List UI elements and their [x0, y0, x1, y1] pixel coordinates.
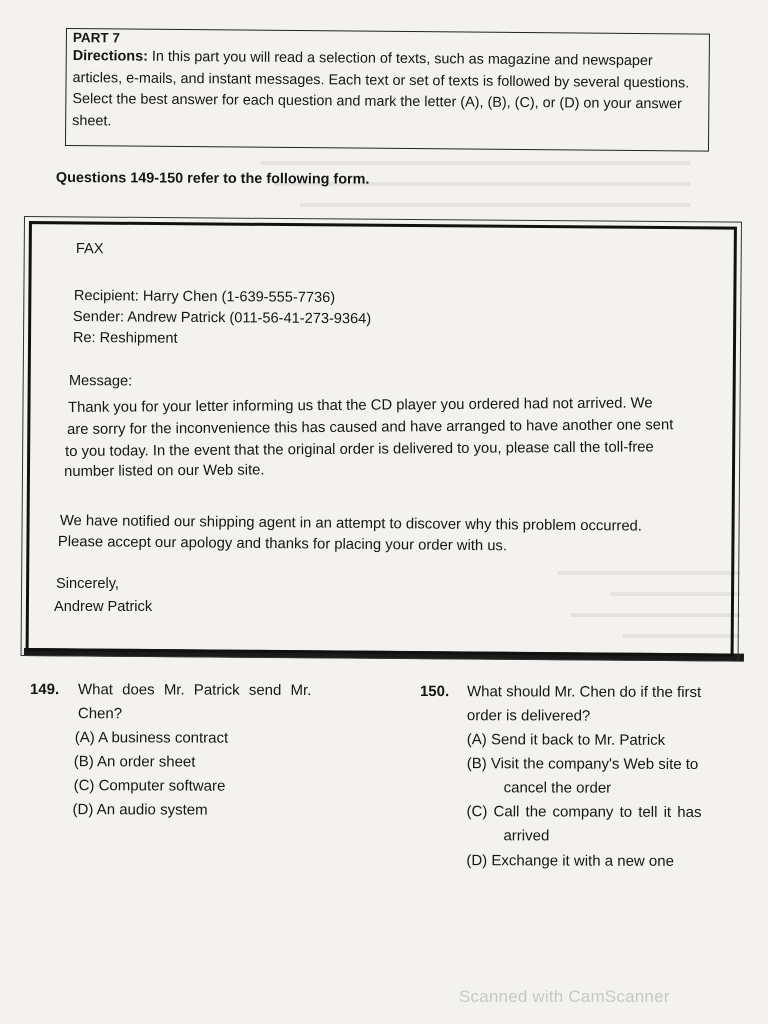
question-149 [29, 678, 380, 839]
questions-reference: Questions 149-150 refer to the following form. [55, 170, 370, 188]
fax-signature: Andrew Patrick [54, 599, 153, 615]
fax-recipient: Recipient: Harry Chen (1-639-555-7736) [73, 287, 336, 307]
question-149-option-d: (D) An audio system [72, 801, 208, 819]
question-149-option-c: (C) Computer software [73, 777, 226, 795]
question-150-option-d: (D) Exchange it with a new one [466, 852, 675, 870]
question-150-number: 150. [419, 683, 450, 701]
fax-closing: Sincerely, [56, 576, 119, 592]
part-7-directions-box [65, 28, 710, 152]
directions-line-1: Directions: In this part you will read a selection of texts, such as magazine and newspaper [72, 48, 653, 70]
directions-line-3: Select the best answer for each question and mark the letter (A), (B), (C), or (D) on your answer [72, 91, 682, 113]
fax-message-line-1: Thank you for your letter informing us that the CD player you ordered had not arrived. We [68, 395, 653, 416]
question-150-option-c-line-2: arrived [503, 827, 550, 845]
question-149-stem-line-2: Chen? [77, 705, 123, 723]
directions-line-4: sheet. [72, 112, 112, 129]
question-150-option-b-line-1: (B) Visit the company's Web site to [466, 755, 699, 773]
question-150 [419, 680, 750, 881]
question-150-stem-line-2: order is delivered? [466, 707, 591, 725]
fax-notice-line-2: Please accept our apology and thanks for placing your order with us. [57, 533, 508, 555]
question-149-number: 149. [29, 681, 60, 699]
bleed-through-text-lower: ▬▬▬▬▬▬▬▬▬▬▬▬▬▬ ▬▬▬▬▬▬▬▬▬▬ ▬▬▬▬▬▬▬▬▬▬▬▬▬ ▬▬▬▬▬▬▬▬▬ [558, 563, 740, 641]
question-150-stem-line-1: What should Mr. Chen do if the first [466, 683, 702, 701]
fax-subject: Re: Reshipment [72, 329, 178, 347]
fax-message-line-3: to you today. In the event that the original order is delivered to you, please call the toll-free [65, 439, 654, 460]
fax-notice-line-1: We have notified our shipping agent in an attempt to discover why this problem occurred. [59, 512, 643, 535]
fax-sender: Sender: Andrew Patrick (011-56-41-273-9364) [72, 308, 372, 328]
question-149-option-b: (B) An order sheet [73, 753, 196, 771]
question-150-option-a: (A) Send it back to Mr. Patrick [466, 731, 666, 749]
question-150-option-c-line-1: (C) Call the company to tell it has [466, 803, 702, 821]
fax-message-line-2: are sorry for the inconvenience this has caused and have arranged to have another one sent [67, 417, 674, 438]
fax-heading: FAX [75, 240, 104, 258]
fax-message-label: Message: [68, 372, 133, 390]
directions-label: Directions: [72, 48, 148, 65]
camscanner-watermark: Scanned with CamScanner [459, 987, 670, 1006]
directions-line-2: articles, e-mails, and instant messages. Each text or set of texts is followed by several questions. [72, 69, 690, 91]
fax-message-line-4: number listed on our Web site. [64, 462, 265, 480]
question-150-option-b-line-2: cancel the order [503, 779, 612, 797]
part-title: PART 7 [72, 30, 120, 46]
question-149-stem-line-1: What does Mr. Patrick send Mr. [77, 681, 312, 699]
bleed-through-text: ▬▬▬▬▬▬▬▬▬▬▬▬▬▬▬▬▬▬▬▬▬▬▬▬▬▬▬▬▬▬▬▬▬ ▬▬▬▬▬▬▬▬▬▬▬▬▬▬▬▬▬▬▬▬▬▬▬▬▬▬▬▬▬▬▬▬ ▬▬▬▬▬▬▬▬▬▬▬▬▬▬▬▬▬▬▬▬▬▬▬▬▬▬▬▬▬▬ [261, 153, 690, 210]
question-149-option-a: (A) A business contract [74, 729, 229, 747]
